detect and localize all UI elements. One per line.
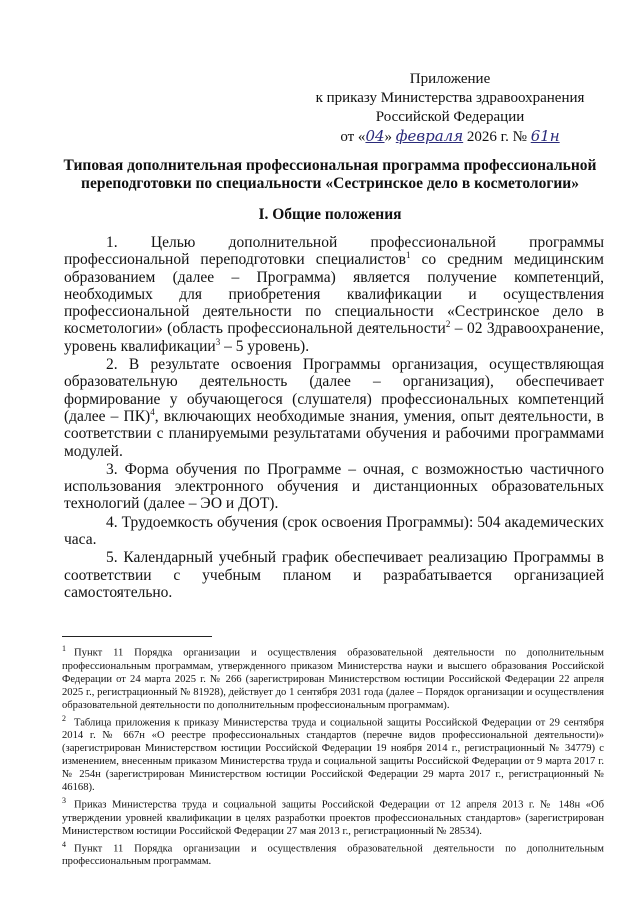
footnote-ref-3: 3 — [215, 336, 221, 347]
date-year: 2026 г. № — [463, 129, 531, 145]
title-line-2: переподготовки по специальности «Сестринское дело в косметологии» — [81, 175, 579, 192]
footnote-ref-4: 4 — [150, 406, 155, 417]
document-body — [64, 234, 604, 602]
paragraph-4: 4. Трудоемкость обучения (срок освоения Программы): 504 академических часа. — [64, 513, 604, 549]
footnote-2: $^2$ Таблица приложения к приказу Министерства труда и социальной защиты Российской Федерации от 29 сентября 2014 г. № 667н «О реестре профессиональных стандартов (перечне видов профессиональной деятельности)» (зарегистрирован Министерством юстиции Российской Федерации 19 ноября 2014 г., регистрационный № 34779) с изменением, внесенным приказом Министерства труда и социальной защиты Российской Федерации от 9 марта 2017 г. № 254н (зарегистрирован Министерством юстиции Российской Федерации 29 марта 2017 г., регистрационный № 46168). — [62, 713, 604, 794]
handwritten-order-number: 61н — [530, 127, 560, 145]
header-order-line: к приказу Министерства здравоохранения — [315, 90, 585, 106]
header-date-line — [300, 127, 600, 146]
date-mid: » — [384, 129, 396, 145]
footnotes — [62, 642, 604, 868]
header-country-line: Российской Федерации — [375, 109, 525, 125]
title-line-1: Типовая дополнительная профессиональная программа профессиональной — [63, 157, 597, 174]
paragraph-2: 2. В результате освоения Программы организация, осуществляющая образовательную деятельность (далее – организация), обеспечивает формирование у обучающегося (слушателя) профессиональных компетенций (далее – ПК)$^4$, включающих необходимые знания, умения, опыт деятельности, в соответствии с планируемыми результатами обучения и рабочими программами модулей. — [64, 356, 604, 460]
footnote-3: $^3$ Приказ Министерства труда и социальной защиты Российской Федерации от 12 апреля 2013 г. № 148н «Об утверждении уровней квалификации в целях разработки проектов профессиональных стандартов» (зарегистрирован Министерством юстиции Российской Федерации 27 мая 2013 г., регистрационный № 28534). — [62, 796, 604, 837]
footnote-4: $^4$ Пункт 11 Порядка организации и осуществления образовательной деятельности по дополнительным профессиональным программам. — [62, 839, 604, 868]
handwritten-month: февраля — [395, 127, 464, 145]
document-title — [60, 157, 600, 193]
handwritten-day: 04 — [365, 127, 385, 145]
section-heading: I. Общие положения — [258, 206, 402, 223]
paragraph-3: 3. Форма обучения по Программе – очная, с возможностью частичного использования электронного обучения и дистанционных образовательных технологий (далее – ЭО и ДОТ). — [64, 460, 604, 513]
date-prefix: от « — [340, 129, 366, 145]
paragraph-5: 5. Календарный учебный график обеспечивает реализацию Программы в соответствии с учебным планом и разрабатывается организацией самостоятельно. — [64, 549, 604, 601]
header-annex-label: Приложение — [409, 71, 491, 87]
footnote-separator — [62, 636, 212, 637]
footnote-ref-2: 2 — [445, 319, 451, 330]
footnote-1: $^1$ Пункт 11 Порядка организации и осуществления образовательной деятельности по дополнительным профессиональным программам, утвержденного приказом Министерства науки и высшего образования Российской Федерации от 24 марта 2025 г. № 266 (зарегистрирован Министерством юстиции Российской Федерации 22 апреля 2025 г., регистрационный № 81928), действует до 1 сентября 2031 года (далее – Порядок организации и осуществления образовательной деятельности по дополнительным профессиональным программам). — [62, 644, 604, 711]
paragraph-1: 1. Целью дополнительной профессиональной программы профессиональной переподготовки специалистов$^1$ со средним медицинским образованием (далее – Программа) является получение компетенций, необходимых для приобретения квалификации и осуществления профессиональной деятельности по специальности «Сестринское дело в косметологии» (область профессиональной деятельности$^2$ – 02 Здравоохранение, уровень квалификации$^3$ – 5 уровень). — [64, 234, 604, 355]
footnote-ref-1: 1 — [405, 250, 411, 261]
